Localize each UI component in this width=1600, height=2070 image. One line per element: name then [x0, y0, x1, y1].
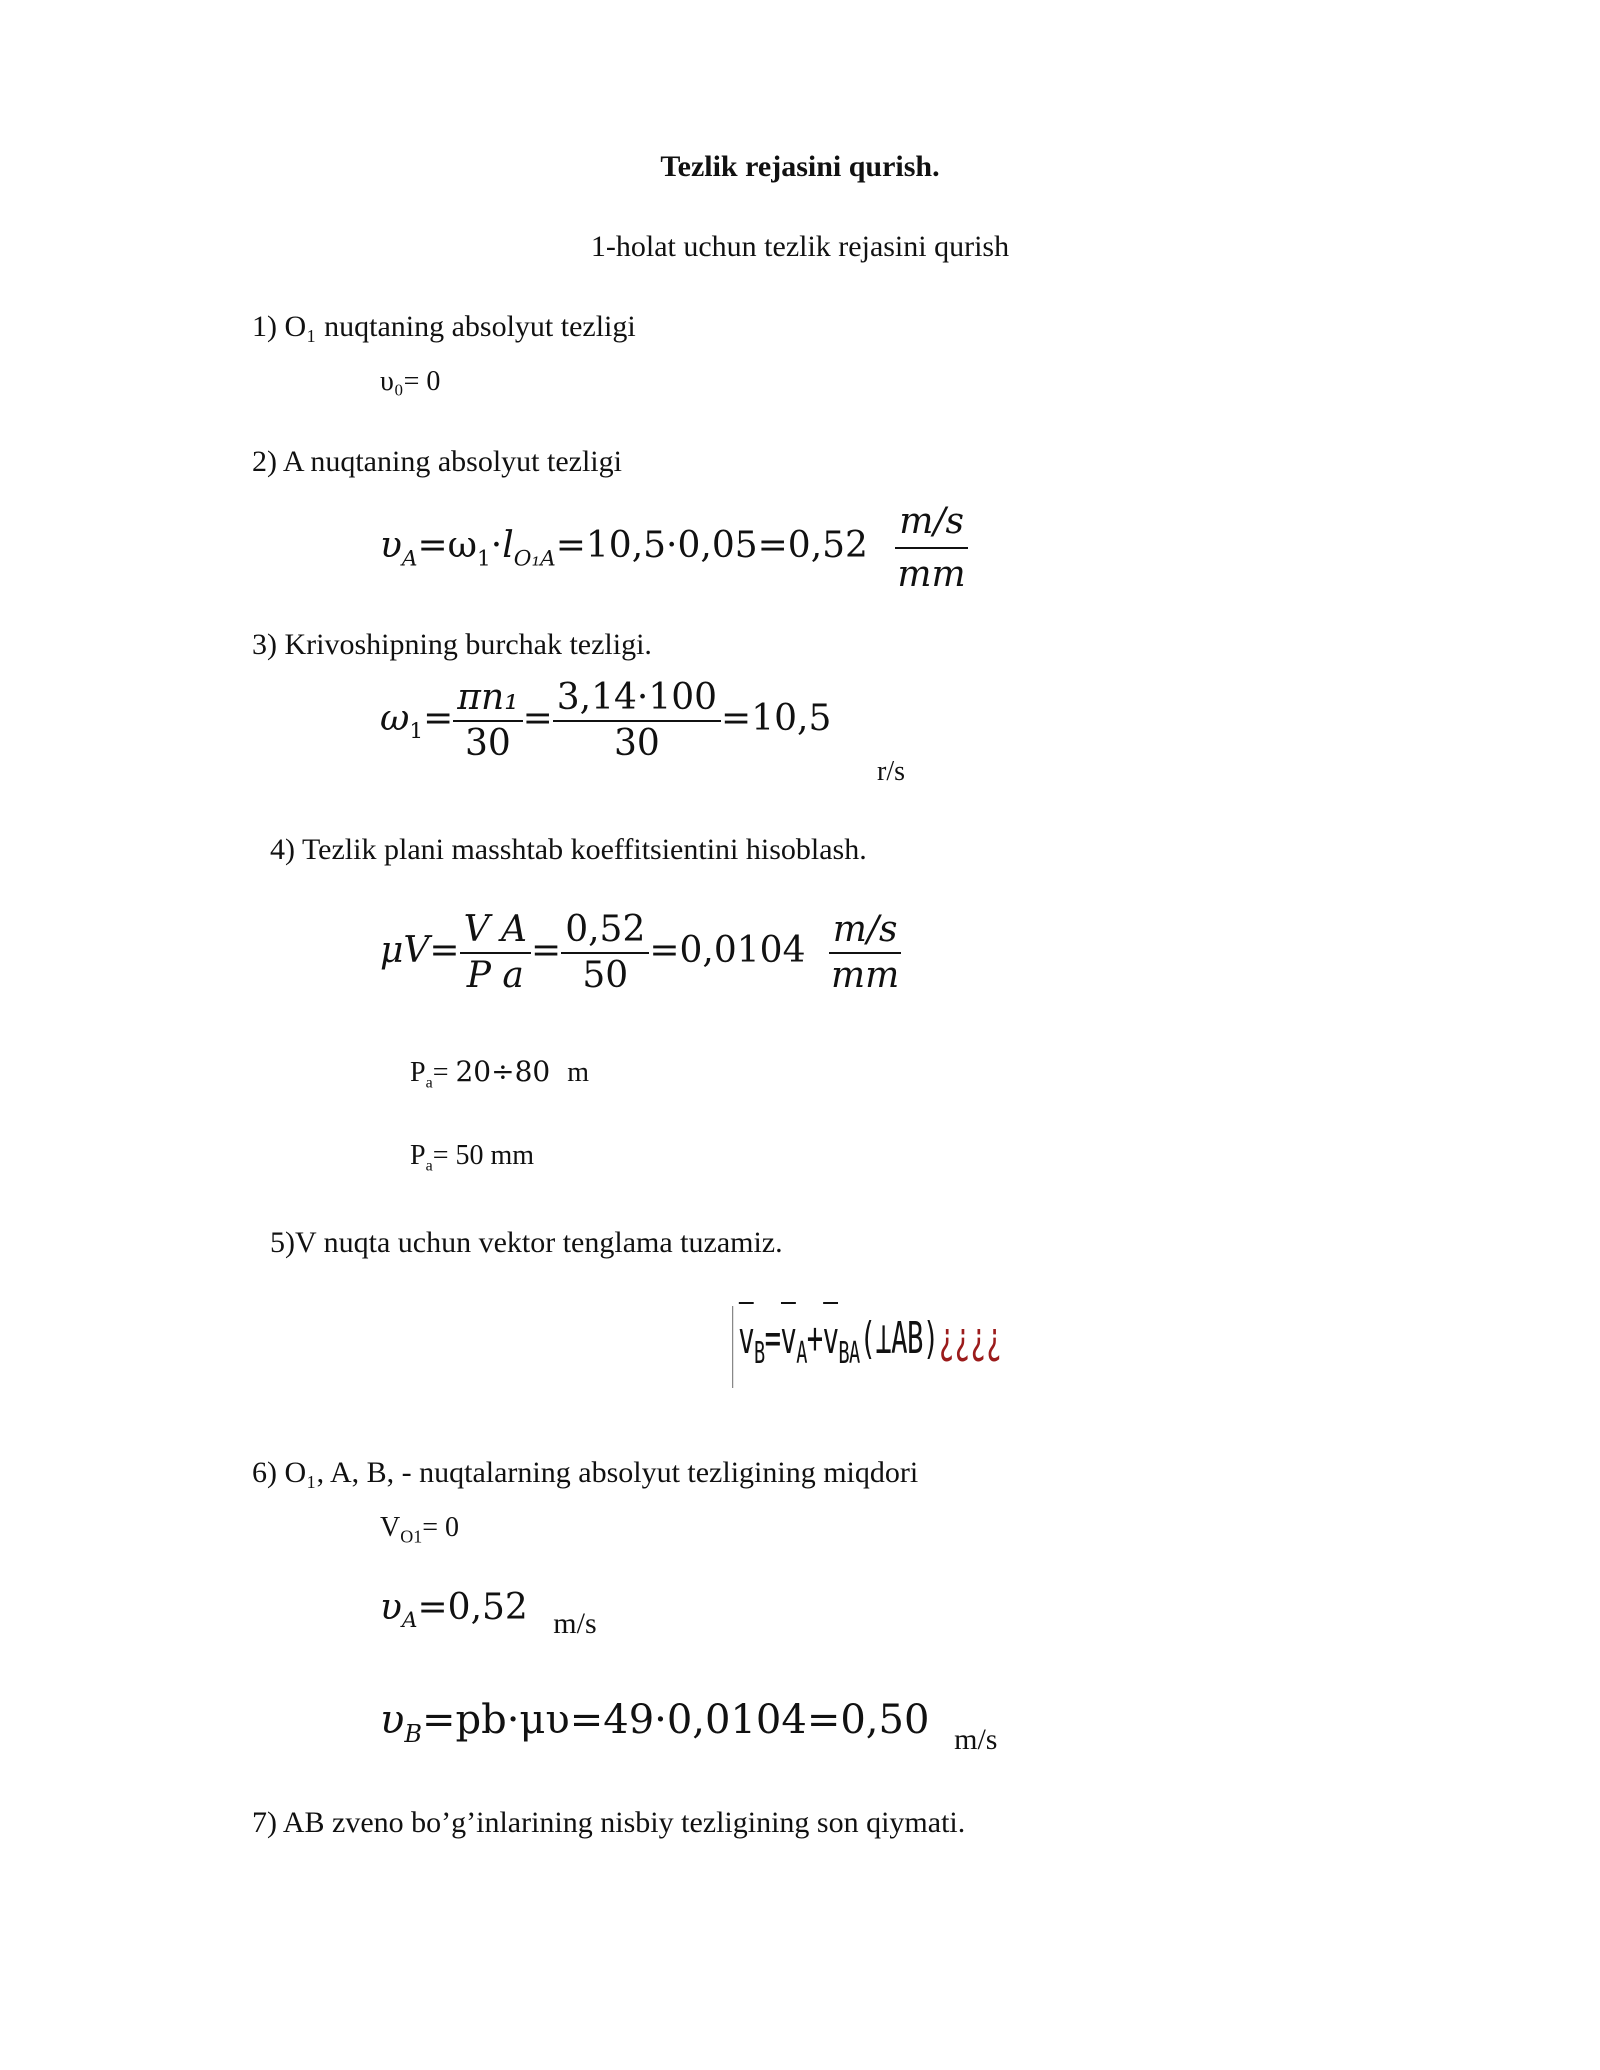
vector-subscript: B [754, 1335, 765, 1371]
pa-label: P [410, 1057, 426, 1088]
formula-part: =10,5 [721, 698, 832, 739]
formula-part: + [806, 1313, 823, 1364]
vector-subscript: BA [838, 1335, 860, 1371]
perpendicular-note: (⊥AB) [859, 1313, 939, 1364]
formula-part: = [531, 930, 562, 971]
formula-part: =pb·μυ=49·0,0104=0,50 [421, 1697, 930, 1743]
v01-line [380, 1514, 459, 1546]
vector-symbol: v [738, 1306, 754, 1372]
pa-subscript: a [425, 1074, 433, 1092]
title-text: Tezlik rejasini qurish [660, 150, 933, 183]
formula-subscript: A [401, 1608, 418, 1634]
vb-line [380, 1697, 998, 1756]
v01-value: = 0 [422, 1512, 460, 1543]
v01-subscript: O1 [400, 1526, 423, 1547]
formula-subscript: 1 [477, 546, 491, 572]
title-dot: . [932, 150, 940, 183]
section-2-formula [380, 500, 970, 596]
section-4-heading: 4) Tezlik plani masshtab koeffitsientini hisoblash. [270, 833, 867, 866]
vector-symbol: v [823, 1306, 839, 1372]
vector-symbol: v [780, 1306, 796, 1372]
page-subtitle: 1-holat uchun tezlik rejasini qurish [590, 230, 1010, 263]
formula-part: · [490, 525, 503, 567]
section-3-formula [380, 677, 832, 764]
formula-subscript: O₁A [513, 546, 556, 572]
fraction-numerator: V A [463, 909, 528, 950]
fraction-2 [561, 909, 649, 996]
unit-denominator: mm [830, 955, 900, 996]
formula-part: =0,52 [417, 1587, 528, 1628]
section-4-formula [380, 909, 903, 996]
fraction-denominator: 50 [582, 955, 629, 996]
unit-fraction [893, 500, 969, 596]
fraction-1 [460, 909, 531, 996]
formula-part: =0,0104 [649, 930, 806, 971]
formula-symbol: ω [380, 698, 410, 739]
va-unit: m/s [553, 1607, 597, 1640]
fraction-2 [553, 677, 721, 764]
vector-equation [732, 1306, 1002, 1388]
unit-numerator: m/s [832, 909, 898, 950]
pa-value: = 50 mm [432, 1140, 535, 1171]
formula-subscript: 1 [409, 719, 424, 745]
formula-symbol: υ [380, 1587, 402, 1628]
pa-equals: = [432, 1057, 456, 1088]
formula-symbol: υ [380, 1697, 405, 1743]
fraction-denominator: 30 [613, 723, 660, 764]
section-3-heading: 3) Krivoshipning burchak tezligi. [252, 628, 652, 661]
v01-label: V [380, 1512, 401, 1543]
unit-denominator: mm [897, 554, 966, 596]
formula-part: =ω [417, 525, 478, 567]
section-5-heading: 5)V nuqta uchun vektor tenglama tuzamiz. [270, 1226, 783, 1259]
pa-subscript: a [425, 1157, 433, 1175]
pa-label: P [410, 1140, 426, 1171]
section-1-heading: 1) O₁ nuqtaning absolyut tezligi [252, 310, 636, 343]
unit-fraction [827, 909, 903, 996]
unit-numerator: m/s [899, 501, 964, 542]
section-2-heading: 2) A nuqtaning absolyut tezligi [252, 445, 622, 478]
fraction-denominator: 30 [465, 723, 511, 764]
formula-symbol: l [502, 525, 514, 567]
formula-part: = [423, 698, 454, 739]
formula-subscript: A [401, 546, 418, 572]
fraction-denominator: P a [466, 955, 524, 996]
section-3-unit: r/s [877, 756, 905, 787]
section-1-formula: υ₀= 0 [380, 366, 441, 397]
page-title [0, 152, 1600, 182]
vector-subscript: A [796, 1335, 807, 1371]
section-6-heading: 6) O₁, A, B, - nuqtalarning absolyut tezligining miqdori [252, 1456, 919, 1489]
fraction-numerator: 3,14·100 [553, 680, 721, 722]
formula-part: =10,5·0,05=0,52 [555, 525, 868, 567]
section-7-heading: 7) AB zveno bo’g’inlarining nisbiy tezligining son qiymati. [252, 1806, 966, 1839]
fraction-numerator: 0,52 [561, 912, 649, 954]
formula-part: = [764, 1313, 781, 1364]
pa-range-value: 20÷80 [455, 1055, 551, 1088]
formula-part: μV= [380, 930, 460, 971]
va-line [380, 1587, 597, 1640]
formula-subscript: B [404, 1720, 422, 1748]
vb-unit: m/s [954, 1723, 998, 1756]
equation-artifact: ¿¿¿¿ [938, 1313, 1002, 1364]
fraction-1 [453, 677, 522, 764]
pa-unit: m [567, 1057, 589, 1088]
formula-part: = [522, 698, 553, 739]
formula-symbol: υ [380, 525, 402, 567]
pa-value-line [410, 1142, 534, 1175]
pa-range-line [410, 1055, 589, 1092]
fraction-numerator: πn₁ [457, 677, 519, 718]
